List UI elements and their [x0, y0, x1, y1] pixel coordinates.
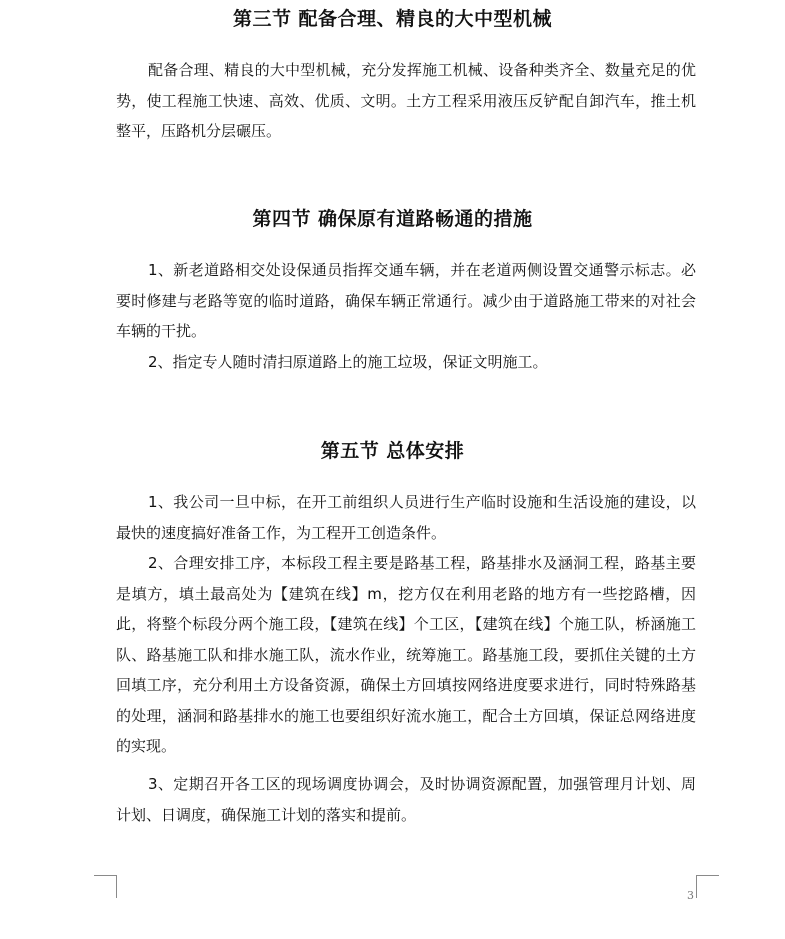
- paragraph: 1、我公司一旦中标，在开工前组织人员进行生产临时设施和生活设施的建设，以最快的速度搞好准备工作，为工程开工创造条件。: [116, 493, 696, 542]
- page-corner-mark-right: [696, 875, 719, 898]
- paragraph: 1、新老道路相交处设保通员指挥交通车辆，并在老道两侧设置交通警示标志。必要时修建与老路等宽的临时道路，确保车辆正常通行。减少由于道路施工带来的对社会车辆的干扰。: [116, 261, 696, 340]
- page-number: 3: [687, 889, 694, 902]
- paragraph: 2、合理安排工序，本标段工程主要是路基工程，路基排水及涵洞工程，路基主要是填方，填土最高处为【建筑在线】m，挖方仅在利用老路的地方有一些挖路槽，因此，将整个标段分两个施工段，【建筑在线】个工区，【建筑在线】个施工队，桥涵施工队、路基施工队和排水施工队，流水作业，统筹施工。路基施工段，要抓住关键的土方回填工序，充分利用土方设备资源，确保土方回填按网络进度要求进行，同时特殊路基的处理，涵洞和路基排水的施工也要组织好流水施工，配合土方回填，保证总网络进度的实现。: [116, 554, 696, 755]
- section-heading: 第五节 总体安排: [320, 440, 465, 462]
- section-heading: 第四节 确保原有道路畅通的措施: [252, 208, 533, 230]
- paragraph: 配备合理、精良的大中型机械，充分发挥施工机械、设备种类齐全、数量充足的优势，使工程施工快速、高效、优质、文明。土方工程采用液压反铲配自卸汽车，推土机整平，压路机分层碾压。: [116, 61, 696, 140]
- page-corner-mark-left: [94, 875, 117, 898]
- section-heading: 第三节 配备合理、精良的大中型机械: [232, 8, 553, 30]
- paragraph: 3、定期召开各工区的现场调度协调会，及时协调资源配置，加强管理月计划、周计划、日调度，确保施工计划的落实和提前。: [116, 775, 696, 824]
- paragraph: 2、指定专人随时清扫原道路上的施工垃圾，保证文明施工。: [148, 353, 548, 371]
